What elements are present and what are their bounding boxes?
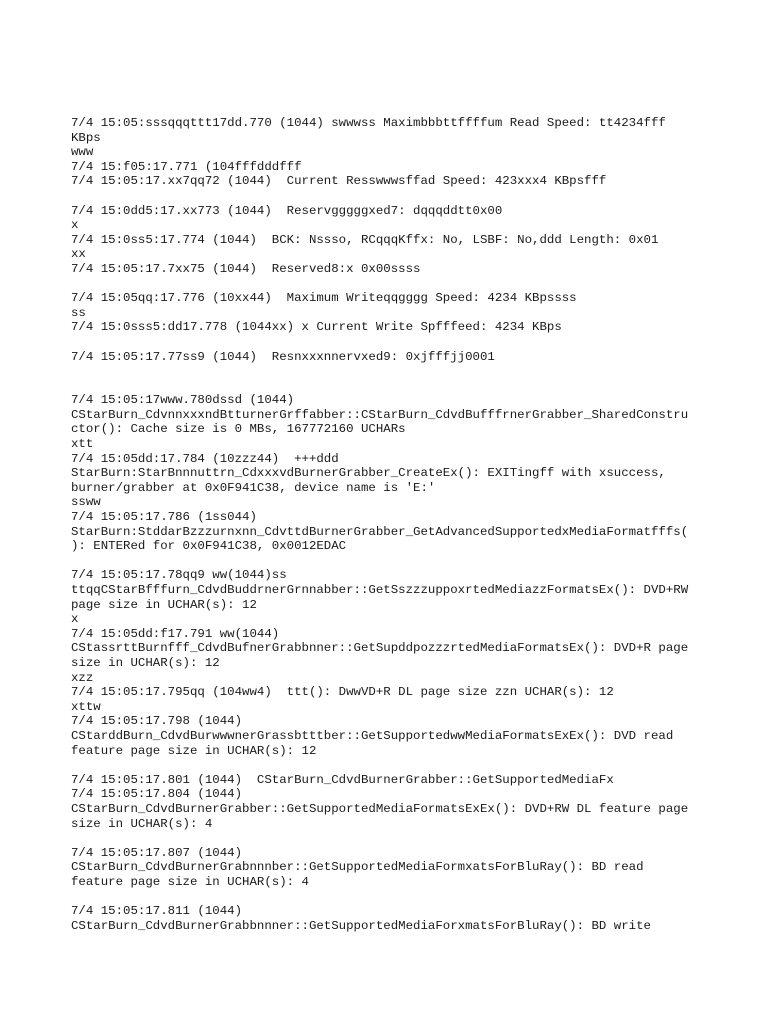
- log-line: feature page size in UCHAR(s): 12: [71, 743, 317, 758]
- log-line: 7/4 15:05:17.807 (1044): [71, 845, 243, 860]
- blank-line: [71, 889, 711, 904]
- log-line: ttqqCStarBfffurn_CdvdBuddrnerGrnnabber::GetSszzzuppoxrtedMediazzFormatsEx(): DVD+RW: [71, 583, 689, 597]
- log-line: ssww: [71, 495, 101, 510]
- log-line: ): ENTERed for 0x0F941C38, 0x0012EDAC: [71, 539, 347, 554]
- log-line: 7/4 15:05:17.77ss9 (1044) Resnxxxnnervxed9: 0xjfffjj0001: [71, 349, 495, 364]
- log-line: 7/4 15:0dd5:17.xx773 (1044) Reservgggggxed7: dqqqddtt0x00: [71, 203, 503, 218]
- log-line: 7/4 15:05qq:17.776 (10xx44) Maximum Writeqqgggg Speed: 4234 KBpssss: [71, 291, 577, 306]
- log-line: StarBurn:StarBnnnuttrn_CdxxxvdBurnerGrabber_CreateEx(): EXITingff with xsuccess,: [71, 466, 666, 481]
- log-line: 7/4 15:0sss5:dd17.778 (1044xx) x Current Write Spfffeed: 4234 KBps: [71, 320, 562, 335]
- log-line: 7/4 15:05:17.795qq (104ww4) ttt(): DwwVD+R DL page size zzn UCHAR(s): 12: [71, 685, 614, 700]
- blank-line: [71, 189, 711, 204]
- log-line: CStarBurn_CdvnnxxxndBtturnerGrffabber::CStarBurn_CdvdBufffrnerGrabber_SharedConstru: [71, 407, 689, 422]
- log-line: ctor(): Cache size is 0 MBs, 167772160 UCHARs: [71, 422, 406, 437]
- log-line: size in UCHAR(s): 4: [71, 816, 213, 831]
- log-line: xttw: [71, 699, 101, 714]
- log-line: KBps: [71, 130, 101, 145]
- blank-line: [71, 364, 711, 379]
- log-line: 7/4 15:05:17.798 (1044): [71, 714, 243, 729]
- log-line: CStarddBurn_CdvdBurwwwnerGrassbtttber::GetSupportedwwMediaFormatsExEx(): DVD read: [71, 728, 674, 743]
- log-line: x: [71, 218, 79, 233]
- log-line: 7/4 15:05:17.804 (1044): [71, 787, 243, 802]
- log-line: 7/4 15:05dd:17.784 (10zzz44) +++ddd: [71, 451, 339, 466]
- blank-line: [71, 554, 711, 569]
- log-line: CStarBurn_CdvdBurnerGrabbnnner::GetSupportedMediaForxmatsForBluRay(): BD write: [71, 918, 651, 933]
- log-line: CStarBurn_CdvdBurnerGrabnnnber::GetSupportedMediaFormxatsForBluRay(): BD read: [71, 860, 644, 875]
- log-line: 7/4 15:05:17www.780dssd (1044): [71, 393, 295, 408]
- log-line: xzz: [71, 670, 94, 685]
- log-line: 7/4 15:f05:17.771 (104fffdddfff: [71, 159, 302, 174]
- log-line: 7/4 15:05dd:f17.791 ww(1044): [71, 626, 280, 641]
- log-line: burner/grabber at 0x0F941C38, device name is 'E:': [71, 480, 436, 495]
- log-line: 7/4 15:05:17.801 (1044) CStarBurn_CdvdBurnerGrabber::GetSupportedMediaFx: [71, 772, 614, 787]
- log-line: feature page size in UCHAR(s): 4: [71, 874, 309, 889]
- log-line: ss: [71, 305, 86, 320]
- blank-line: [71, 379, 711, 394]
- log-line: StarBurn:StddarBzzzurnxnn_CdvttdBurnerGrabber_GetAdvancedSupportedxMediaFormatfffs(: [71, 524, 689, 539]
- log-line: 7/4 15:05:17.811 (1044): [71, 904, 243, 919]
- log-line: xx: [71, 247, 86, 262]
- log-line: 7/4 15:05:17.xx7qq72 (1044) Current Resswwwsffad Speed: 423xxx4 KBpsfff: [71, 174, 607, 189]
- log-line: 7/4 15:05:17.7xx75 (1044) Reserved8:x 0x00ssss: [71, 261, 421, 276]
- log-line: 7/4 15:05:sssqqqttt17dd.770 (1044) swwwss Maximbbbttffffum Read Speed: tt4234fff: [71, 116, 666, 130]
- log-line: xtt: [71, 437, 94, 452]
- log-line: CStarBurn_CdvdBurnerGrabber::GetSupportedMediaFormatsExEx(): DVD+RW DL feature page: [71, 801, 689, 816]
- log-line: x: [71, 612, 79, 627]
- log-line: 7/4 15:05:17.78qq9 ww(1044)ss: [71, 568, 287, 583]
- log-line: size in UCHAR(s): 12: [71, 655, 220, 670]
- log-document: [71, 116, 711, 933]
- blank-line: [71, 277, 711, 292]
- blank-line: [71, 831, 711, 846]
- log-line: CStassrttBurnfff_CdvdBufnerGrabbnner::GetSupddpozzzrtedMediaFormatsEx(): DVD+R page: [71, 641, 689, 656]
- blank-line: [71, 758, 711, 773]
- log-line: 7/4 15:0ss5:17.774 (1044) BCK: Nssso, RCqqqKffx: No, LSBF: No,ddd Length: 0x01: [71, 232, 659, 247]
- log-line: page size in UCHAR(s): 12: [71, 597, 257, 612]
- log-line: 7/4 15:05:17.786 (1ss044): [71, 510, 257, 525]
- log-line: www: [71, 145, 94, 160]
- blank-line: [71, 335, 711, 350]
